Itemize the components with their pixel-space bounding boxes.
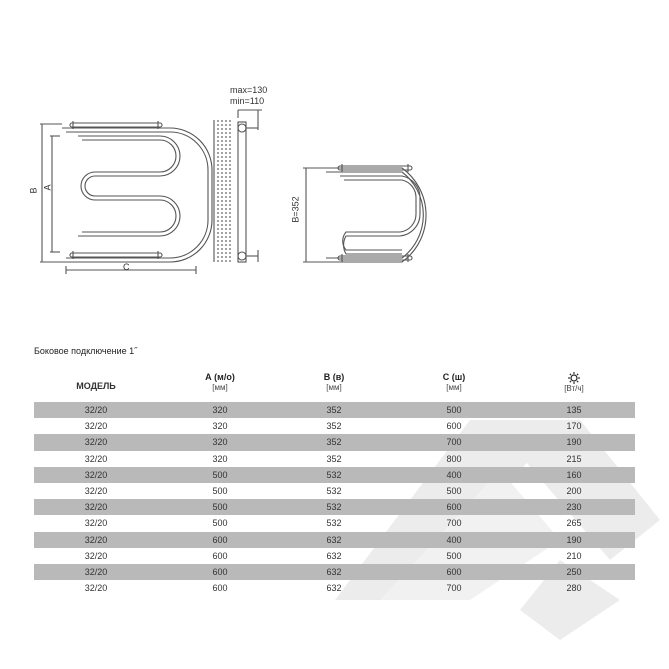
c-cell: 700 (446, 583, 462, 594)
header-b (304, 372, 364, 392)
sun-icon (544, 372, 604, 383)
header-c (424, 372, 484, 392)
model-cell: 32/20 (84, 453, 108, 464)
header-model: МОДЕЛЬ (76, 381, 116, 391)
a-cell: 320 (212, 405, 228, 415)
model-cell: 32/20 (84, 485, 108, 496)
connection-caption: Боковое подключение 1˝ (34, 346, 138, 356)
specs-table (34, 372, 635, 596)
model-cell: 32/20 (84, 583, 108, 594)
power-cell: 215 (566, 453, 582, 464)
table-row (34, 548, 635, 564)
dimension-b-label: B (28, 187, 39, 194)
table-row (34, 532, 635, 548)
c-cell: 600 (446, 566, 462, 577)
power-cell: 200 (566, 485, 582, 496)
power-cell: 190 (566, 534, 582, 545)
power-cell: 265 (566, 518, 582, 529)
power-cell: 160 (566, 469, 582, 480)
a-cell: 600 (212, 550, 228, 561)
header-a-title: А (м/о) (205, 372, 235, 382)
table-row (34, 418, 635, 434)
model-cell: 32/20 (84, 566, 108, 577)
header-c-title: С (ш) (442, 372, 466, 382)
c-cell: 400 (446, 469, 462, 480)
c-cell: 600 (446, 502, 462, 513)
header-a-unit: [мм] (212, 383, 228, 392)
header-b-unit: [мм] (326, 383, 342, 392)
power-cell: 190 (566, 437, 582, 448)
a-cell: 600 (212, 566, 228, 577)
table-row (34, 580, 635, 596)
power-cell: 230 (566, 502, 582, 513)
b-cell: 632 (326, 534, 342, 545)
table-row (34, 467, 635, 483)
table-row (34, 451, 635, 467)
c-cell: 500 (446, 405, 462, 415)
side-view-rail (214, 110, 262, 262)
a-cell: 500 (212, 469, 228, 480)
min-dimension-label: min=110 (230, 96, 265, 106)
dimension-a-label: A (42, 184, 53, 191)
b-cell: 632 (326, 566, 342, 577)
c-cell: 700 (446, 518, 462, 529)
power-cell: 280 (566, 583, 582, 594)
table-row (34, 434, 635, 450)
b-cell: 352 (326, 437, 342, 448)
b-cell: 532 (326, 502, 342, 513)
a-cell: 320 (212, 421, 228, 432)
c-cell: 600 (446, 421, 462, 432)
c-cell: 400 (446, 534, 462, 545)
model-cell: 32/20 (84, 502, 108, 513)
b-cell: 352 (326, 421, 342, 432)
power-cell: 210 (566, 550, 582, 561)
b-cell: 352 (326, 453, 342, 464)
table-row (34, 483, 635, 499)
c-cell: 500 (446, 485, 462, 496)
table-row (34, 515, 635, 531)
b-cell: 632 (326, 550, 342, 561)
u-rail-view (322, 164, 426, 262)
dimension-c-label: C (123, 262, 130, 272)
header-b-title: В (в) (323, 372, 345, 382)
b-cell: 352 (326, 405, 342, 415)
a-cell: 600 (212, 583, 228, 594)
model-cell: 32/20 (84, 534, 108, 545)
model-cell: 32/20 (84, 518, 108, 529)
b-cell: 532 (326, 469, 342, 480)
c-cell: 800 (446, 453, 462, 464)
a-cell: 500 (212, 518, 228, 529)
a-cell: 500 (212, 485, 228, 496)
model-cell: 32/20 (84, 437, 108, 448)
header-c-unit: [мм] (446, 383, 462, 392)
model-cell: 32/20 (84, 550, 108, 561)
b-cell: 532 (326, 518, 342, 529)
header-power-unit: [Вт/ч] (564, 384, 584, 393)
table-body (34, 402, 635, 596)
a-cell: 600 (212, 534, 228, 545)
model-cell: 32/20 (84, 421, 108, 432)
a-cell: 320 (212, 453, 228, 464)
table-row (34, 564, 635, 580)
table-header (34, 372, 635, 402)
table-row (34, 499, 635, 515)
header-a (190, 372, 250, 392)
power-cell: 135 (566, 405, 582, 415)
c-cell: 700 (446, 437, 462, 448)
b-cell: 532 (326, 485, 342, 496)
power-cell: 250 (566, 566, 582, 577)
c-cell: 500 (446, 550, 462, 561)
header-power (544, 372, 604, 393)
b-cell: 632 (326, 583, 342, 594)
table-row (34, 402, 635, 418)
a-cell: 500 (212, 502, 228, 513)
dimension-b352-label: B=352 (290, 196, 301, 223)
power-cell: 170 (566, 421, 582, 432)
model-cell: 32/20 (84, 469, 108, 480)
max-dimension-label: max=130 (230, 85, 268, 95)
model-cell: 32/20 (84, 405, 108, 415)
a-cell: 320 (212, 437, 228, 448)
front-view-rail (62, 121, 212, 262)
